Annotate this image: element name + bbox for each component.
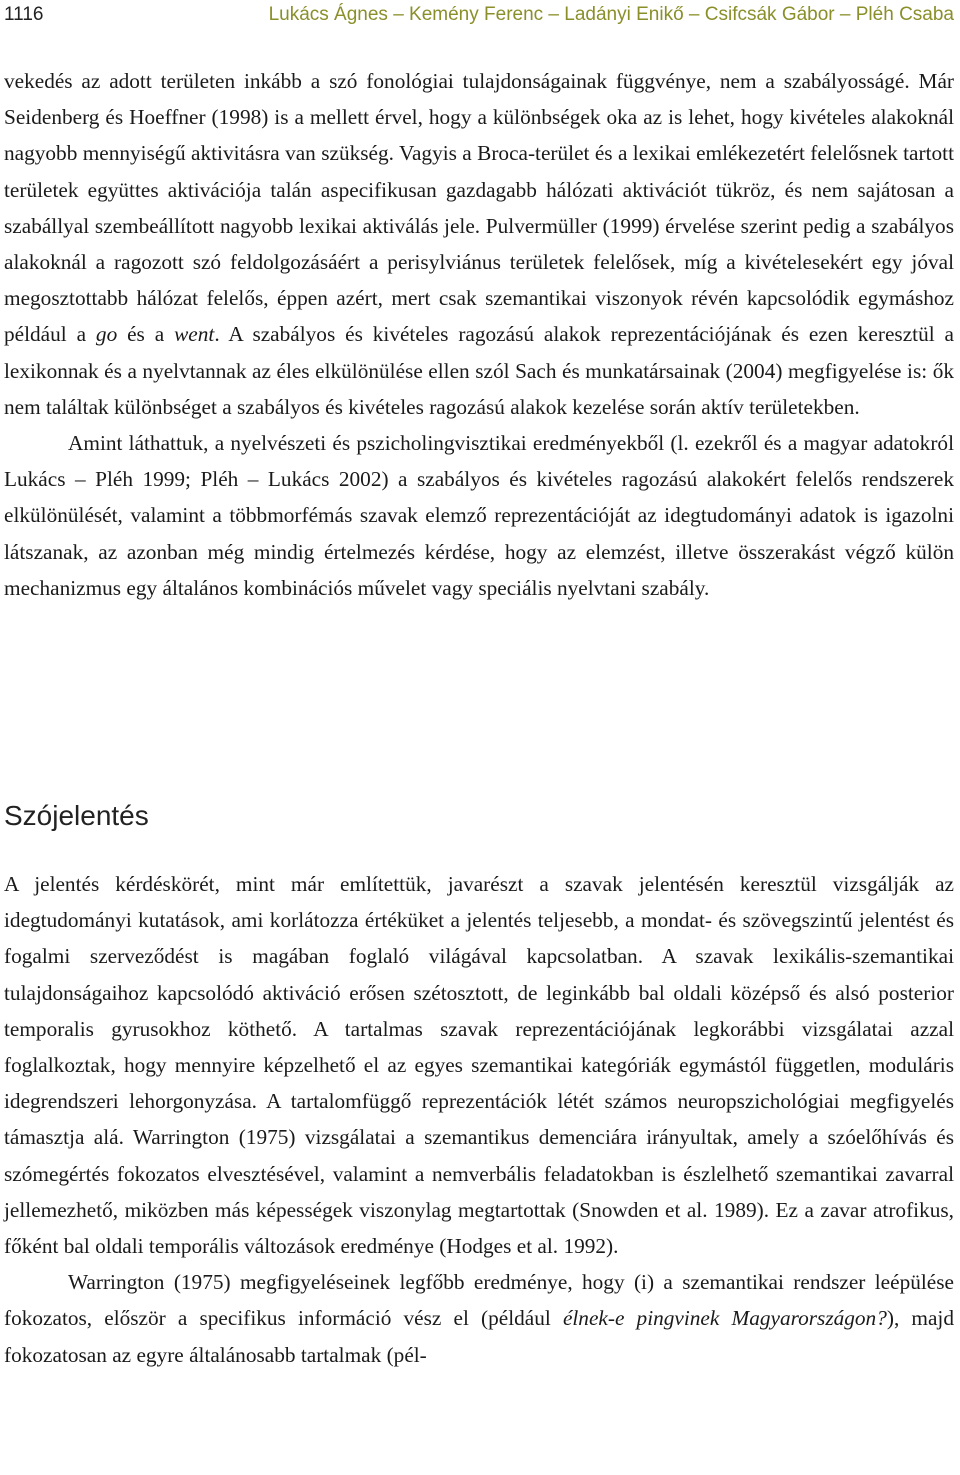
paragraph-1 [4, 63, 954, 425]
paragraph-1-end: . A szabályos és kivételes ragozású alakok reprezentációjának és ezen keresztül a lexikonnak és a nyelvtannak az éles elkülönülése ellen szól Sach és munkatársainak (2004) megfigyelése is: ők nem találtak különbséget a szabályos és kivételes ragozású alakok kezelése során aktív területekben. [4, 322, 954, 419]
running-head-authors: Lukács Ágnes – Kemény Ferenc – Ladányi Enikő – Csifcsák Gábor – Pléh Csaba [268, 4, 954, 25]
body-text-upper [4, 63, 954, 606]
running-head [4, 4, 954, 34]
body-text-lower [4, 866, 954, 1373]
paragraph-3: A jelentés kérdéskörét, mint már említettük, javarészt a szavak jelentésén keresztül vizsgálják az idegtudományi kutatások, ami korlátozza értéküket a jelentés teljesebb, a mondat- és szövegszintű jelentést és fogalmi szerveződést is magában foglaló világával kapcsolatban. A szavak lexikális-szemantikai tulajdonságaihoz kapcsolódó aktiváció erősen szétosztott, de leginkább bal oldali középső és alsó posterior temporalis gyrusokhoz köthető. A tartalmas szavak reprezentációjának legkorábbi vizsgálatai azzal foglalkoztak, hogy mennyire képzelhető el az egyes szemantikai kategóriák egymástól független, moduláris idegrendszeri lehorgonyzása. A tartalomfüggő reprezentációk létét számos neuropszichológiai megfigyelés támasztja alá. Warrington (1975) vizsgálatai a szemantikus demenciára irányultak, amely a szóelőhívás és szómegértés fokozatos elvesztésével, valamint a nemverbális feladatokban is észlelhető szemantikai zavarral jellemezhető, miközben más képességek viszonylag megtartottak (Snowden et al. 1989). Ez a zavar atrofikus, főként bal oldali temporális változások eredménye (Hodges et al. 1992). [4, 872, 954, 1259]
section-heading: Szójelentés [4, 800, 149, 831]
example-question: élnek-e pingvinek Magyarországon? [562, 1306, 887, 1331]
paragraph-1-text: vekedés az adott területen inkább a szó fonológiai tulajdonságainak függvénye, nem a szabályosságé. Már Seidenberg és Hoeffner (1998) is a mellett érvel, hogy a különbségek oka az is lehet, hogy kivételes alakoknál nagyobb mennyiségű aktivitásra van szükség. Vagyis a Broca-terület és a lexikai emlékezetért felelősnek tartott területek együttes aktivációja talán aspecifikusan gazdagabb hálózati aktivációt tükröz, és nem sajátosan a szabállyal szembeállított nagyobb lexikai aktiválás jele. Pulvermüller (1999) érvelése szerint pedig a szabályos alakoknál a ragozott szó feldolgozásáért a perisylviánus területek felelősek, míg a kivételesekért egy jóval megosztottabb hálózat felelős, éppen azért, mert csak szemantikai viszonyok révén kapcsolódik egymáshoz például a [4, 69, 954, 347]
paragraph-4-end: ), majd fokozatosan az egyre általánosabb tartalmak (pél- [4, 1306, 954, 1367]
paragraph-4 [4, 1264, 954, 1373]
paragraph-1-mid: és a [117, 322, 175, 347]
paragraph-2: Amint láthattuk, a nyelvészeti és pszicholingvisztikai eredményekből (l. ezekről és a magyar adatokról Lukács – Pléh 1999; Pléh – Lukács 2002) a szabályos és kivételes ragozású alakokért felelős rendszerek elkülönülését, valamint a többmorfémás szavak elemző reprezentációját az idegtudományi adatok is igazolni látszanak, az azonban még mindig értelmezés kérdése, hogy az elemzést, illetve összerakást végző külön mechanizmus egy általános kombinációs művelet vagy speciális nyelvtani szabály. [4, 431, 954, 600]
example-word-go: go [95, 322, 118, 347]
example-word-went: went [174, 322, 215, 347]
page-number: 1116 [4, 4, 44, 25]
paragraph-4-text: Warrington (1975) megfigyeléseinek legfőbb eredménye, hogy (i) a szemantikai rendszer leépülése fokozatos, először a specifikus információ vész el (például [4, 1270, 954, 1331]
